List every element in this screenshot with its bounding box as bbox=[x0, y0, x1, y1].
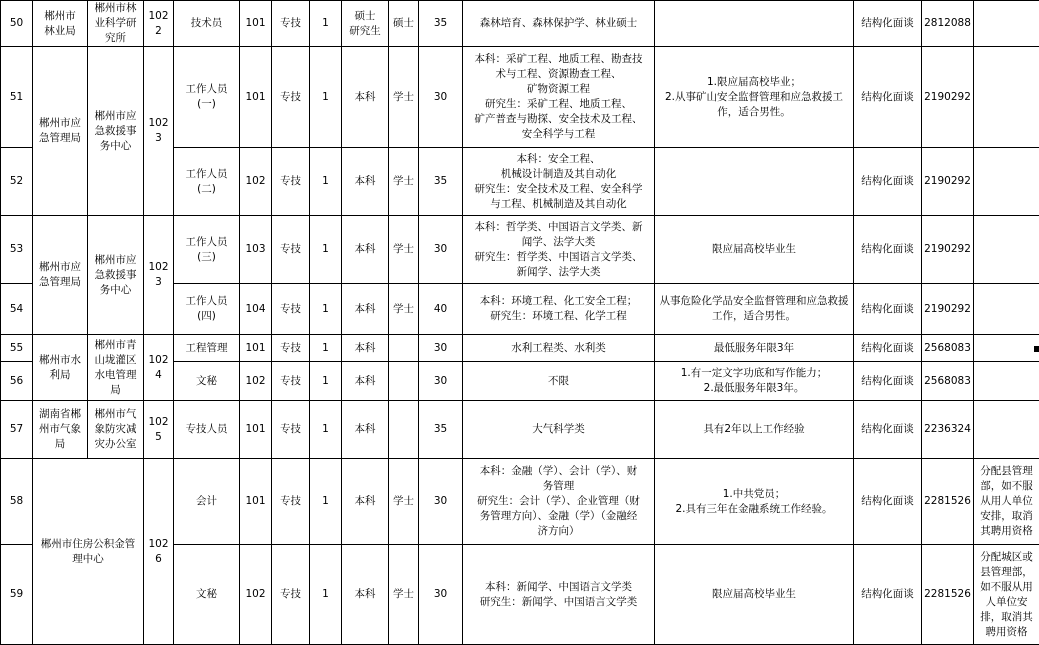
post-type-cell: 专技 bbox=[272, 216, 310, 284]
headcount-cell: 1 bbox=[310, 545, 342, 645]
age-cell: 30 bbox=[419, 459, 463, 545]
post-type-cell: 专技 bbox=[272, 335, 310, 362]
phone-cell: 2812088 bbox=[922, 1, 974, 47]
row-number: 53 bbox=[1, 216, 33, 284]
post-name-cell: 工程管理 bbox=[174, 335, 240, 362]
education-cell: 本科 bbox=[342, 47, 389, 148]
unit-cell: 郴州市林 业科学研 究所 bbox=[88, 1, 144, 47]
post-code-cell: 104 bbox=[240, 284, 272, 335]
major-cell: 本科：新闻学、中国语言文学类 研究生：新闻学、中国语言文学类 bbox=[463, 545, 655, 645]
unit-cell: 郴州市应 急救援事 务中心 bbox=[88, 47, 144, 216]
age-cell: 35 bbox=[419, 1, 463, 47]
headcount-cell: 1 bbox=[310, 401, 342, 459]
note-cell bbox=[974, 284, 1039, 335]
other-requirements-cell: 1.中共党员； 2.具有三年在金融系统工作经验。 bbox=[655, 459, 854, 545]
unit-code-cell: 1026 bbox=[144, 459, 174, 645]
note-cell bbox=[974, 401, 1039, 459]
post-code-cell: 101 bbox=[240, 401, 272, 459]
note-cell bbox=[974, 362, 1039, 401]
post-code-cell: 102 bbox=[240, 148, 272, 216]
post-code-cell: 103 bbox=[240, 216, 272, 284]
post-type-cell: 专技 bbox=[272, 401, 310, 459]
education-cell: 本科 bbox=[342, 216, 389, 284]
phone-cell: 2568083 bbox=[922, 335, 974, 362]
unit-cell: 郴州市气 象防灾减 灾办公室 bbox=[88, 401, 144, 459]
age-cell: 40 bbox=[419, 284, 463, 335]
major-cell: 大气科学类 bbox=[463, 401, 655, 459]
post-name-cell: 会计 bbox=[174, 459, 240, 545]
degree-cell: 学士 bbox=[389, 545, 419, 645]
row-number: 50 bbox=[1, 1, 33, 47]
phone-cell: 2236324 bbox=[922, 401, 974, 459]
headcount-cell: 1 bbox=[310, 362, 342, 401]
other-requirements-cell: 从事危险化学品安全监督管理和应急救援工作，适合男性。 bbox=[655, 284, 854, 335]
post-type-cell: 专技 bbox=[272, 362, 310, 401]
headcount-cell: 1 bbox=[310, 459, 342, 545]
row-number: 58 bbox=[1, 459, 33, 545]
post-name-cell: 文秘 bbox=[174, 362, 240, 401]
age-cell: 30 bbox=[419, 362, 463, 401]
unit-code-cell: 1025 bbox=[144, 401, 174, 459]
department-cell: 郴州市应 急管理局 bbox=[33, 47, 88, 216]
exam-method-cell: 结构化面谈 bbox=[854, 47, 922, 148]
post-type-cell: 专技 bbox=[272, 148, 310, 216]
degree-cell: 硕士 bbox=[389, 1, 419, 47]
unit-code-cell: 1023 bbox=[144, 216, 174, 335]
age-cell: 30 bbox=[419, 545, 463, 645]
row-number: 54 bbox=[1, 284, 33, 335]
phone-cell: 2190292 bbox=[922, 47, 974, 148]
age-cell: 30 bbox=[419, 47, 463, 148]
education-cell: 本科 bbox=[342, 401, 389, 459]
other-requirements-cell: 1.有一定文字功底和写作能力； 2.最低服务年限3年。 bbox=[655, 362, 854, 401]
phone-cell: 2568083 bbox=[922, 362, 974, 401]
note-cell bbox=[974, 47, 1039, 148]
post-code-cell: 101 bbox=[240, 459, 272, 545]
selection-handle[interactable] bbox=[1034, 346, 1039, 352]
degree-cell bbox=[389, 362, 419, 401]
major-cell: 不限 bbox=[463, 362, 655, 401]
unit-code-cell: 1023 bbox=[144, 47, 174, 216]
education-cell: 本科 bbox=[342, 459, 389, 545]
major-cell: 本科：安全工程、 机械设计制造及其自动化 研究生：安全技术及工程、安全科学 与工程、机械制造及其自动化 bbox=[463, 148, 655, 216]
exam-method-cell: 结构化面谈 bbox=[854, 335, 922, 362]
post-code-cell: 101 bbox=[240, 47, 272, 148]
degree-cell bbox=[389, 401, 419, 459]
degree-cell: 学士 bbox=[389, 284, 419, 335]
post-type-cell: 专技 bbox=[272, 47, 310, 148]
department-cell: 郴州市水 利局 bbox=[33, 335, 88, 401]
education-cell: 硕士 研究生 bbox=[342, 1, 389, 47]
headcount-cell: 1 bbox=[310, 1, 342, 47]
department-cell: 郴州市 林业局 bbox=[33, 1, 88, 47]
post-code-cell: 102 bbox=[240, 362, 272, 401]
post-type-cell: 专技 bbox=[272, 284, 310, 335]
post-name-cell: 工作人员 (二) bbox=[174, 148, 240, 216]
major-cell: 本科：采矿工程、地质工程、勘查技 术与工程、资源勘查工程、 矿物资源工程 研究生：采矿工程、地质工程、 矿产普查与勘探、安全技术及工程、 安全科学与工程 bbox=[463, 47, 655, 148]
headcount-cell: 1 bbox=[310, 216, 342, 284]
row-number: 56 bbox=[1, 362, 33, 401]
headcount-cell: 1 bbox=[310, 148, 342, 216]
age-cell: 35 bbox=[419, 401, 463, 459]
major-cell: 森林培育、森林保护学、林业硕士 bbox=[463, 1, 655, 47]
note-cell bbox=[974, 216, 1039, 284]
post-name-cell: 技术员 bbox=[174, 1, 240, 47]
education-cell: 本科 bbox=[342, 545, 389, 645]
post-name-cell: 文秘 bbox=[174, 545, 240, 645]
headcount-cell: 1 bbox=[310, 335, 342, 362]
post-name-cell: 专技人员 bbox=[174, 401, 240, 459]
post-name-cell: 工作人员 (一) bbox=[174, 47, 240, 148]
other-requirements-cell: 具有2年以上工作经验 bbox=[655, 401, 854, 459]
headcount-cell: 1 bbox=[310, 47, 342, 148]
unit-cell: 郴州市青 山垅灌区 水电管理 局 bbox=[88, 335, 144, 401]
education-cell: 本科 bbox=[342, 284, 389, 335]
education-cell: 本科 bbox=[342, 362, 389, 401]
phone-cell: 2190292 bbox=[922, 216, 974, 284]
other-requirements-cell bbox=[655, 1, 854, 47]
major-cell: 水利工程类、水利类 bbox=[463, 335, 655, 362]
age-cell: 35 bbox=[419, 148, 463, 216]
table-row bbox=[1, 47, 1039, 148]
department-cell: 湖南省郴 州市气象 局 bbox=[33, 401, 88, 459]
other-requirements-cell: 限应届高校毕业生 bbox=[655, 545, 854, 645]
other-requirements-cell: 限应届高校毕业生 bbox=[655, 216, 854, 284]
unit-cell: 郴州市应 急救援事 务中心 bbox=[88, 216, 144, 335]
age-cell: 30 bbox=[419, 335, 463, 362]
phone-cell: 2281526 bbox=[922, 459, 974, 545]
note-cell: 分配城区或 县管理部， 如不服从用 人单位安 排，取消其 聘用资格 bbox=[974, 545, 1039, 645]
other-requirements-cell: 最低服务年限3年 bbox=[655, 335, 854, 362]
unit-code-cell: 1024 bbox=[144, 335, 174, 401]
post-type-cell: 专技 bbox=[272, 545, 310, 645]
other-requirements-cell: 1.限应届高校毕业； 2.从事矿山安全监督管理和应急救援工作，适合男性。 bbox=[655, 47, 854, 148]
exam-method-cell: 结构化面谈 bbox=[854, 459, 922, 545]
post-name-cell: 工作人员 (三) bbox=[174, 216, 240, 284]
unit-code-cell: 1022 bbox=[144, 1, 174, 47]
exam-method-cell: 结构化面谈 bbox=[854, 401, 922, 459]
exam-method-cell: 结构化面谈 bbox=[854, 216, 922, 284]
education-cell: 本科 bbox=[342, 335, 389, 362]
note-cell: 分配县管理 部，如不服 从用人单位 安排，取消 其聘用资格 bbox=[974, 459, 1039, 545]
major-cell: 本科：哲学类、中国语言文学类、新 闻学、法学大类 研究生：哲学类、中国语言文学类、 新闻学、法学大类 bbox=[463, 216, 655, 284]
education-cell: 本科 bbox=[342, 148, 389, 216]
degree-cell bbox=[389, 335, 419, 362]
post-name-cell: 工作人员 (四) bbox=[174, 284, 240, 335]
note-cell bbox=[974, 1, 1039, 47]
note-cell bbox=[974, 335, 1039, 362]
age-cell: 30 bbox=[419, 216, 463, 284]
row-number: 55 bbox=[1, 335, 33, 362]
other-requirements-cell bbox=[655, 148, 854, 216]
major-cell: 本科：环境工程、化工安全工程； 研究生：环境工程、化学工程 bbox=[463, 284, 655, 335]
degree-cell: 学士 bbox=[389, 47, 419, 148]
exam-method-cell: 结构化面谈 bbox=[854, 1, 922, 47]
row-number: 51 bbox=[1, 47, 33, 148]
table-row bbox=[1, 335, 1039, 362]
exam-method-cell: 结构化面谈 bbox=[854, 362, 922, 401]
phone-cell: 2190292 bbox=[922, 148, 974, 216]
table-row bbox=[1, 216, 1039, 284]
degree-cell: 学士 bbox=[389, 216, 419, 284]
exam-method-cell: 结构化面谈 bbox=[854, 284, 922, 335]
row-number: 52 bbox=[1, 148, 33, 216]
post-type-cell: 专技 bbox=[272, 459, 310, 545]
exam-method-cell: 结构化面谈 bbox=[854, 148, 922, 216]
note-cell bbox=[974, 148, 1039, 216]
department-cell: 郴州市住房公积金管 理中心 bbox=[33, 459, 144, 645]
table-row bbox=[1, 401, 1039, 459]
table-row bbox=[1, 1, 1039, 47]
row-number: 59 bbox=[1, 545, 33, 645]
headcount-cell: 1 bbox=[310, 284, 342, 335]
post-code-cell: 101 bbox=[240, 1, 272, 47]
phone-cell: 2190292 bbox=[922, 284, 974, 335]
post-type-cell: 专技 bbox=[272, 1, 310, 47]
phone-cell: 2281526 bbox=[922, 545, 974, 645]
degree-cell: 学士 bbox=[389, 148, 419, 216]
department-cell: 郴州市应 急管理局 bbox=[33, 216, 88, 335]
row-number: 57 bbox=[1, 401, 33, 459]
table-row bbox=[1, 459, 1039, 545]
post-code-cell: 102 bbox=[240, 545, 272, 645]
degree-cell: 学士 bbox=[389, 459, 419, 545]
exam-method-cell: 结构化面谈 bbox=[854, 545, 922, 645]
post-code-cell: 101 bbox=[240, 335, 272, 362]
major-cell: 本科：金融（学）、会计（学）、财 务管理 研究生：会计（学）、企业管理（财 务管理方向）、金融（学）（金融经 济方向） bbox=[463, 459, 655, 545]
